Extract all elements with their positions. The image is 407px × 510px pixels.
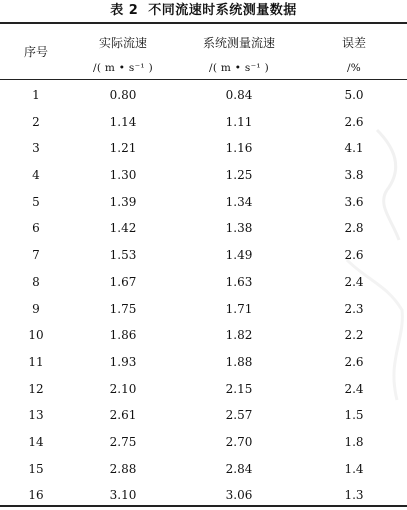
row-actual-velocity: 2.75 [109, 434, 137, 449]
row-actual-velocity: 1.67 [109, 274, 137, 289]
row-error: 3.8 [344, 168, 364, 183]
row-measured-velocity: 1.34 [225, 194, 253, 209]
row-measured-velocity: 1.25 [225, 168, 253, 183]
row-index: 14 [28, 434, 44, 449]
row-actual-velocity: 1.93 [109, 354, 137, 369]
table-row [0, 110, 407, 137]
header-actual-velocity-label: 实际流速 [98, 36, 147, 50]
row-index: 1 [32, 88, 40, 102]
row-measured-velocity: 3.06 [225, 488, 253, 503]
row-actual-velocity: 1.75 [109, 301, 137, 316]
table-row [0, 243, 407, 270]
table-header [0, 27, 407, 77]
row-error: 1.3 [344, 488, 364, 503]
header-error [310, 35, 398, 76]
row-actual-velocity: 1.21 [109, 141, 137, 156]
header-error-label: 误差 [341, 36, 366, 50]
table-row [0, 270, 407, 297]
header-actual-velocity-unit: /( m • s⁻¹ ) [93, 62, 153, 74]
row-measured-velocity: 2.70 [225, 434, 253, 449]
row-measured-velocity: 0.84 [225, 88, 253, 102]
table-title: 不同流速时系统测量数据 [148, 3, 297, 18]
row-index: 9 [32, 301, 40, 316]
row-measured-velocity: 1.63 [225, 274, 253, 289]
row-index: 16 [28, 488, 44, 503]
row-actual-velocity: 1.86 [109, 328, 137, 343]
row-index: 7 [32, 248, 40, 263]
row-error: 2.2 [344, 328, 364, 343]
table-row [0, 350, 407, 377]
row-measured-velocity: 1.88 [225, 354, 253, 369]
table-row [0, 190, 407, 217]
row-measured-velocity: 1.16 [225, 141, 253, 156]
table-row [0, 136, 407, 163]
header-index [0, 44, 72, 60]
row-measured-velocity: 2.57 [225, 408, 253, 423]
header-measured-velocity [178, 35, 300, 76]
row-error: 2.6 [344, 354, 364, 369]
row-error: 2.4 [344, 381, 364, 396]
row-index: 3 [32, 141, 40, 156]
row-index: 10 [28, 328, 44, 343]
row-actual-velocity: 2.61 [109, 408, 137, 423]
row-error: 3.6 [344, 194, 364, 209]
row-measured-velocity: 1.71 [225, 301, 253, 316]
header-measured-velocity-label: 系统测量流速 [202, 36, 275, 50]
table-row [0, 163, 407, 190]
row-error: 4.1 [344, 141, 364, 156]
row-error: 1.4 [344, 461, 364, 476]
table-row [0, 377, 407, 404]
row-error: 2.3 [344, 301, 364, 316]
table-row [0, 297, 407, 324]
row-actual-velocity: 3.10 [109, 488, 137, 503]
row-error: 1.8 [344, 434, 364, 449]
row-index: 6 [32, 221, 40, 236]
row-actual-velocity: 1.14 [109, 114, 137, 129]
row-actual-velocity: 1.39 [109, 194, 137, 209]
table-number: 表 2 [110, 3, 139, 18]
row-measured-velocity: 1.82 [225, 328, 253, 343]
row-index: 11 [28, 354, 44, 369]
row-index: 4 [32, 168, 40, 183]
row-measured-velocity: 1.38 [225, 221, 253, 236]
row-actual-velocity: 2.10 [109, 381, 137, 396]
row-actual-velocity: 1.53 [109, 248, 137, 263]
row-measured-velocity: 1.49 [225, 248, 253, 263]
row-actual-velocity: 1.42 [109, 221, 137, 236]
header-actual-velocity [68, 35, 178, 76]
row-index: 8 [32, 274, 40, 289]
row-error: 2.8 [344, 221, 364, 236]
table-caption [0, 2, 407, 20]
table-row [0, 403, 407, 430]
header-rule [0, 79, 407, 80]
table-row [0, 83, 407, 110]
row-index: 15 [28, 461, 44, 476]
row-index: 13 [28, 408, 44, 423]
header-error-unit: /% [346, 62, 362, 74]
row-error: 2.6 [344, 248, 364, 263]
row-measured-velocity: 2.84 [225, 461, 253, 476]
bottom-rule [0, 505, 407, 507]
row-index: 12 [28, 381, 44, 396]
row-error: 2.6 [344, 114, 364, 129]
row-actual-velocity: 2.88 [109, 461, 137, 476]
row-actual-velocity: 1.30 [109, 168, 137, 183]
row-error: 5.0 [344, 88, 364, 102]
row-error: 1.5 [344, 408, 364, 423]
header-index-label: 序号 [23, 45, 48, 59]
row-measured-velocity: 1.11 [225, 114, 253, 129]
row-index: 5 [32, 194, 40, 209]
row-actual-velocity: 0.80 [109, 88, 137, 102]
table-row [0, 457, 407, 484]
table-row [0, 323, 407, 350]
top-rule [0, 22, 407, 24]
table-row [0, 216, 407, 243]
row-index: 2 [32, 114, 40, 129]
row-error: 2.4 [344, 274, 364, 289]
table-row [0, 430, 407, 457]
header-measured-velocity-unit: /( m • s⁻¹ ) [209, 62, 269, 74]
row-measured-velocity: 2.15 [225, 381, 253, 396]
table-body [0, 83, 407, 510]
